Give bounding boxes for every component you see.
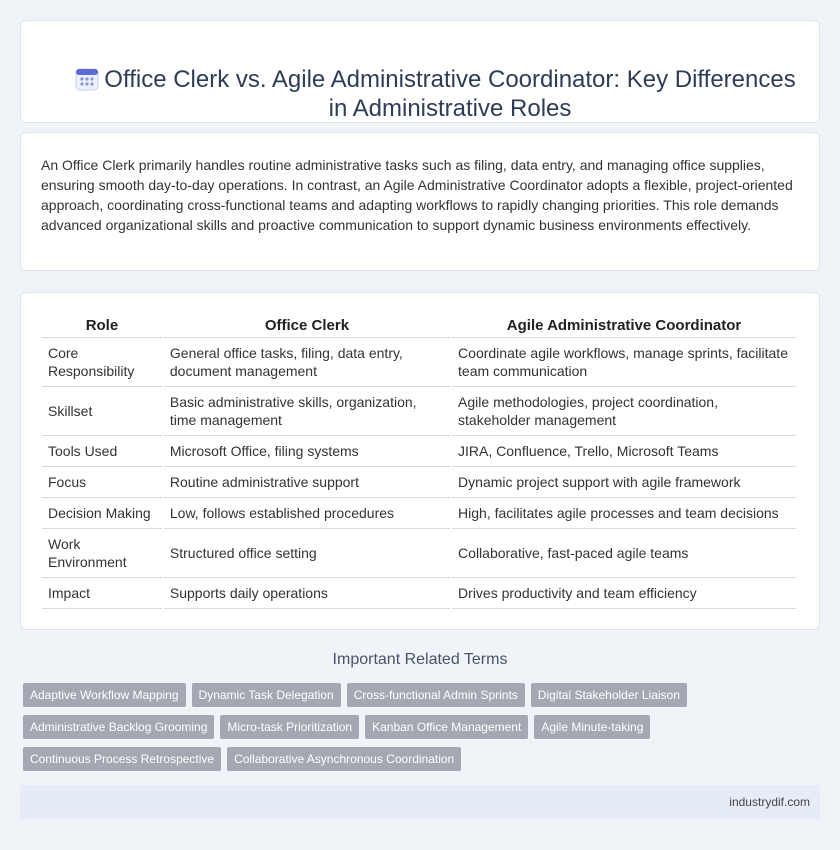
term-row xyxy=(23,747,823,771)
term-tag[interactable]: Micro-task Prioritization xyxy=(220,715,359,739)
table-row xyxy=(42,467,796,498)
footer xyxy=(20,785,820,819)
agile-coordinator-cell: Dynamic project support with agile framework xyxy=(452,467,796,498)
office-clerk-cell: Low, follows established procedures xyxy=(164,498,450,529)
agile-coordinator-cell: Collaborative, fast-paced agile teams xyxy=(452,529,796,578)
related-terms-heading: Important Related Terms xyxy=(332,651,508,668)
calendar-icon xyxy=(75,67,99,91)
agile-coordinator-cell: Coordinate agile workflows, manage sprints, facilitate team communication xyxy=(452,338,796,387)
table-row xyxy=(42,529,796,578)
table-row xyxy=(42,436,796,467)
term-tag[interactable]: Dynamic Task Delegation xyxy=(192,683,341,707)
term-tag[interactable]: Collaborative Asynchronous Coordination xyxy=(227,747,461,771)
intro-paragraph: An Office Clerk primarily handles routine administrative tasks such as filing, data entry, and managing office supplies, ensuring smooth day-to-day operations. In contrast, an Agile Administrative Coordinator adopts a flexible, project-oriented approach, coordinating cross-functional teams and adapting workflows to rapidly changing priorities. This role demands advanced organizational skills and proactive communication to support dynamic business environments effectively. xyxy=(41,157,793,233)
header-agile-coordinator: Agile Administrative Coordinator xyxy=(452,317,796,338)
comparison-card xyxy=(20,292,820,630)
term-tag[interactable]: Continuous Process Retrospective xyxy=(23,747,221,771)
office-clerk-cell: Supports daily operations xyxy=(164,578,450,609)
term-tag[interactable]: Digital Stakeholder Liaison xyxy=(531,683,687,707)
agile-coordinator-cell: High, facilitates agile processes and team decisions xyxy=(452,498,796,529)
office-clerk-cell: Basic administrative skills, organization, time management xyxy=(164,387,450,436)
row-label: Core Responsibility xyxy=(42,338,162,387)
term-row xyxy=(23,683,823,707)
header-card xyxy=(20,20,820,123)
term-tag[interactable]: Administrative Backlog Grooming xyxy=(23,715,214,739)
table-row xyxy=(42,387,796,436)
office-clerk-cell: Structured office setting xyxy=(164,529,450,578)
row-label: Work Environment xyxy=(42,529,162,578)
related-terms xyxy=(23,683,823,779)
row-label: Decision Making xyxy=(42,498,162,529)
term-tag[interactable]: Kanban Office Management xyxy=(365,715,528,739)
table-row xyxy=(42,498,796,529)
term-tag[interactable]: Cross-functional Admin Sprints xyxy=(347,683,525,707)
term-row xyxy=(23,715,823,739)
row-label: Impact xyxy=(42,578,162,609)
office-clerk-cell: General office tasks, filing, data entry, document management xyxy=(164,338,450,387)
agile-coordinator-cell: Drives productivity and team efficiency xyxy=(452,578,796,609)
table-row xyxy=(42,338,796,387)
comparison-table xyxy=(40,317,798,609)
row-label: Skillset xyxy=(42,387,162,436)
footer-site-link[interactable]: industrydif.com xyxy=(729,795,810,809)
office-clerk-cell: Microsoft Office, filing systems xyxy=(164,436,450,467)
intro-card xyxy=(20,132,820,271)
row-label: Focus xyxy=(42,467,162,498)
page-title: Office Clerk vs. Agile Administrative Coordinator: Key Differences in Administrative Roles xyxy=(104,66,796,122)
term-tag[interactable]: Adaptive Workflow Mapping xyxy=(23,683,186,707)
office-clerk-cell: Routine administrative support xyxy=(164,467,450,498)
row-label: Tools Used xyxy=(42,436,162,467)
agile-coordinator-cell: JIRA, Confluence, Trello, Microsoft Teams xyxy=(452,436,796,467)
table-row xyxy=(42,578,796,609)
header-role: Role xyxy=(42,317,162,338)
header-office-clerk: Office Clerk xyxy=(164,317,450,338)
term-tag[interactable]: Agile Minute-taking xyxy=(534,715,650,739)
agile-coordinator-cell: Agile methodologies, project coordination, stakeholder management xyxy=(452,387,796,436)
